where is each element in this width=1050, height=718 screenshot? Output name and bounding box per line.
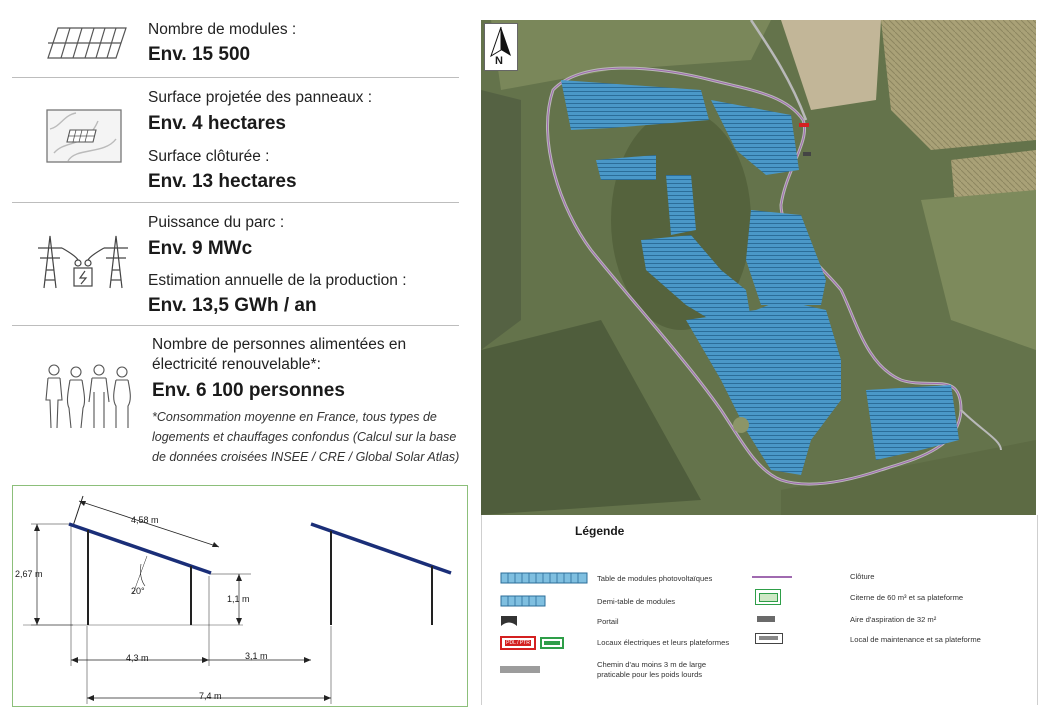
power-grid-icon (36, 234, 130, 290)
surface-projetee-label: Surface projetée des panneaux : (148, 89, 373, 106)
gate-swatch (500, 615, 518, 627)
legend-item-label: Chemin d'au moins 3 m de large (597, 660, 707, 669)
maintenance-room-swatch (755, 633, 783, 644)
panel-structure-diagram (12, 485, 468, 707)
footnote-line2: logements et chauffages confondus (Calcul sur la base (152, 430, 457, 444)
personnes-label-line2: électricité renouvelable*: (152, 356, 321, 373)
personnes-value: Env. 6 100 personnes (152, 380, 345, 401)
surface-cloturee-label: Surface clôturée : (148, 148, 270, 165)
stats-panel (0, 0, 470, 470)
legend-item-label: Portail (597, 617, 619, 626)
legend-item-label: Demi-table de modules (597, 597, 676, 606)
north-arrow-icon (486, 26, 516, 58)
low-height-label: 1,1 m (227, 594, 250, 604)
legend-title: Légende (575, 524, 625, 538)
puissance-value: Env. 9 MWc (148, 238, 253, 259)
surface-projetee-value: Env. 4 hectares (148, 113, 287, 134)
row-gap-label: 3,1 m (245, 651, 268, 661)
legend-item-label: Locaux électriques et leurs plateformes (597, 638, 730, 647)
site-aerial-map (481, 20, 1036, 515)
half-table-swatch (500, 595, 546, 607)
suction-area-swatch (757, 616, 775, 622)
land-plot-icon (46, 109, 122, 163)
legend-item-label: Table de modules photovoltaïques (597, 574, 713, 583)
solar-panel-icon (46, 26, 128, 60)
high-height-label: 2,67 m (15, 569, 43, 579)
water-tank-swatch (755, 589, 781, 605)
electrical-room-swatch-green (540, 637, 564, 649)
modules-value: Env. 15 500 (148, 44, 251, 65)
panel-length-label: 4,58 m (131, 515, 159, 525)
electrical-room-swatch (500, 636, 536, 650)
separator (12, 77, 459, 78)
footnote-line3: de données croisées INSEE / CRE / Global Solar Atlas) (152, 450, 460, 464)
legend-item-label: praticable pour les poids lourds (597, 670, 703, 679)
legend-item-label: Clôture (850, 572, 875, 581)
separator (12, 202, 459, 203)
tilt-angle-label: 20° (131, 586, 145, 596)
legend-item-label: Local de maintenance et sa plateforme (850, 635, 981, 644)
post-spacing-label: 4,3 m (126, 653, 149, 663)
production-value: Env. 13,5 GWh / an (148, 295, 317, 316)
fence-line-swatch (752, 576, 792, 578)
separator (12, 325, 459, 326)
modules-label: Nombre de modules : (148, 21, 297, 38)
row-pitch-label: 7,4 m (199, 691, 222, 701)
surface-cloturee-value: Env. 13 hectares (148, 171, 297, 192)
production-label: Estimation annuelle de la production : (148, 272, 407, 289)
legend-item-label: Aire d'aspiration de 32 m² (850, 615, 937, 624)
road-swatch (500, 666, 540, 673)
legend-item-label: Citerne de 60 m³ et sa plateforme (850, 593, 964, 602)
personnes-label-line1: Nombre de personnes alimentées en (152, 336, 407, 353)
footnote-line1: *Consommation moyenne en France, tous types de (152, 410, 437, 424)
people-silhouettes-icon (42, 362, 136, 430)
electrical-tag: PDL / PTR (506, 640, 530, 646)
puissance-label: Puissance du parc : (148, 214, 285, 231)
map-legend (481, 515, 1038, 705)
north-label: N (495, 55, 503, 67)
north-arrow (484, 23, 518, 71)
module-table-swatch (500, 572, 588, 584)
